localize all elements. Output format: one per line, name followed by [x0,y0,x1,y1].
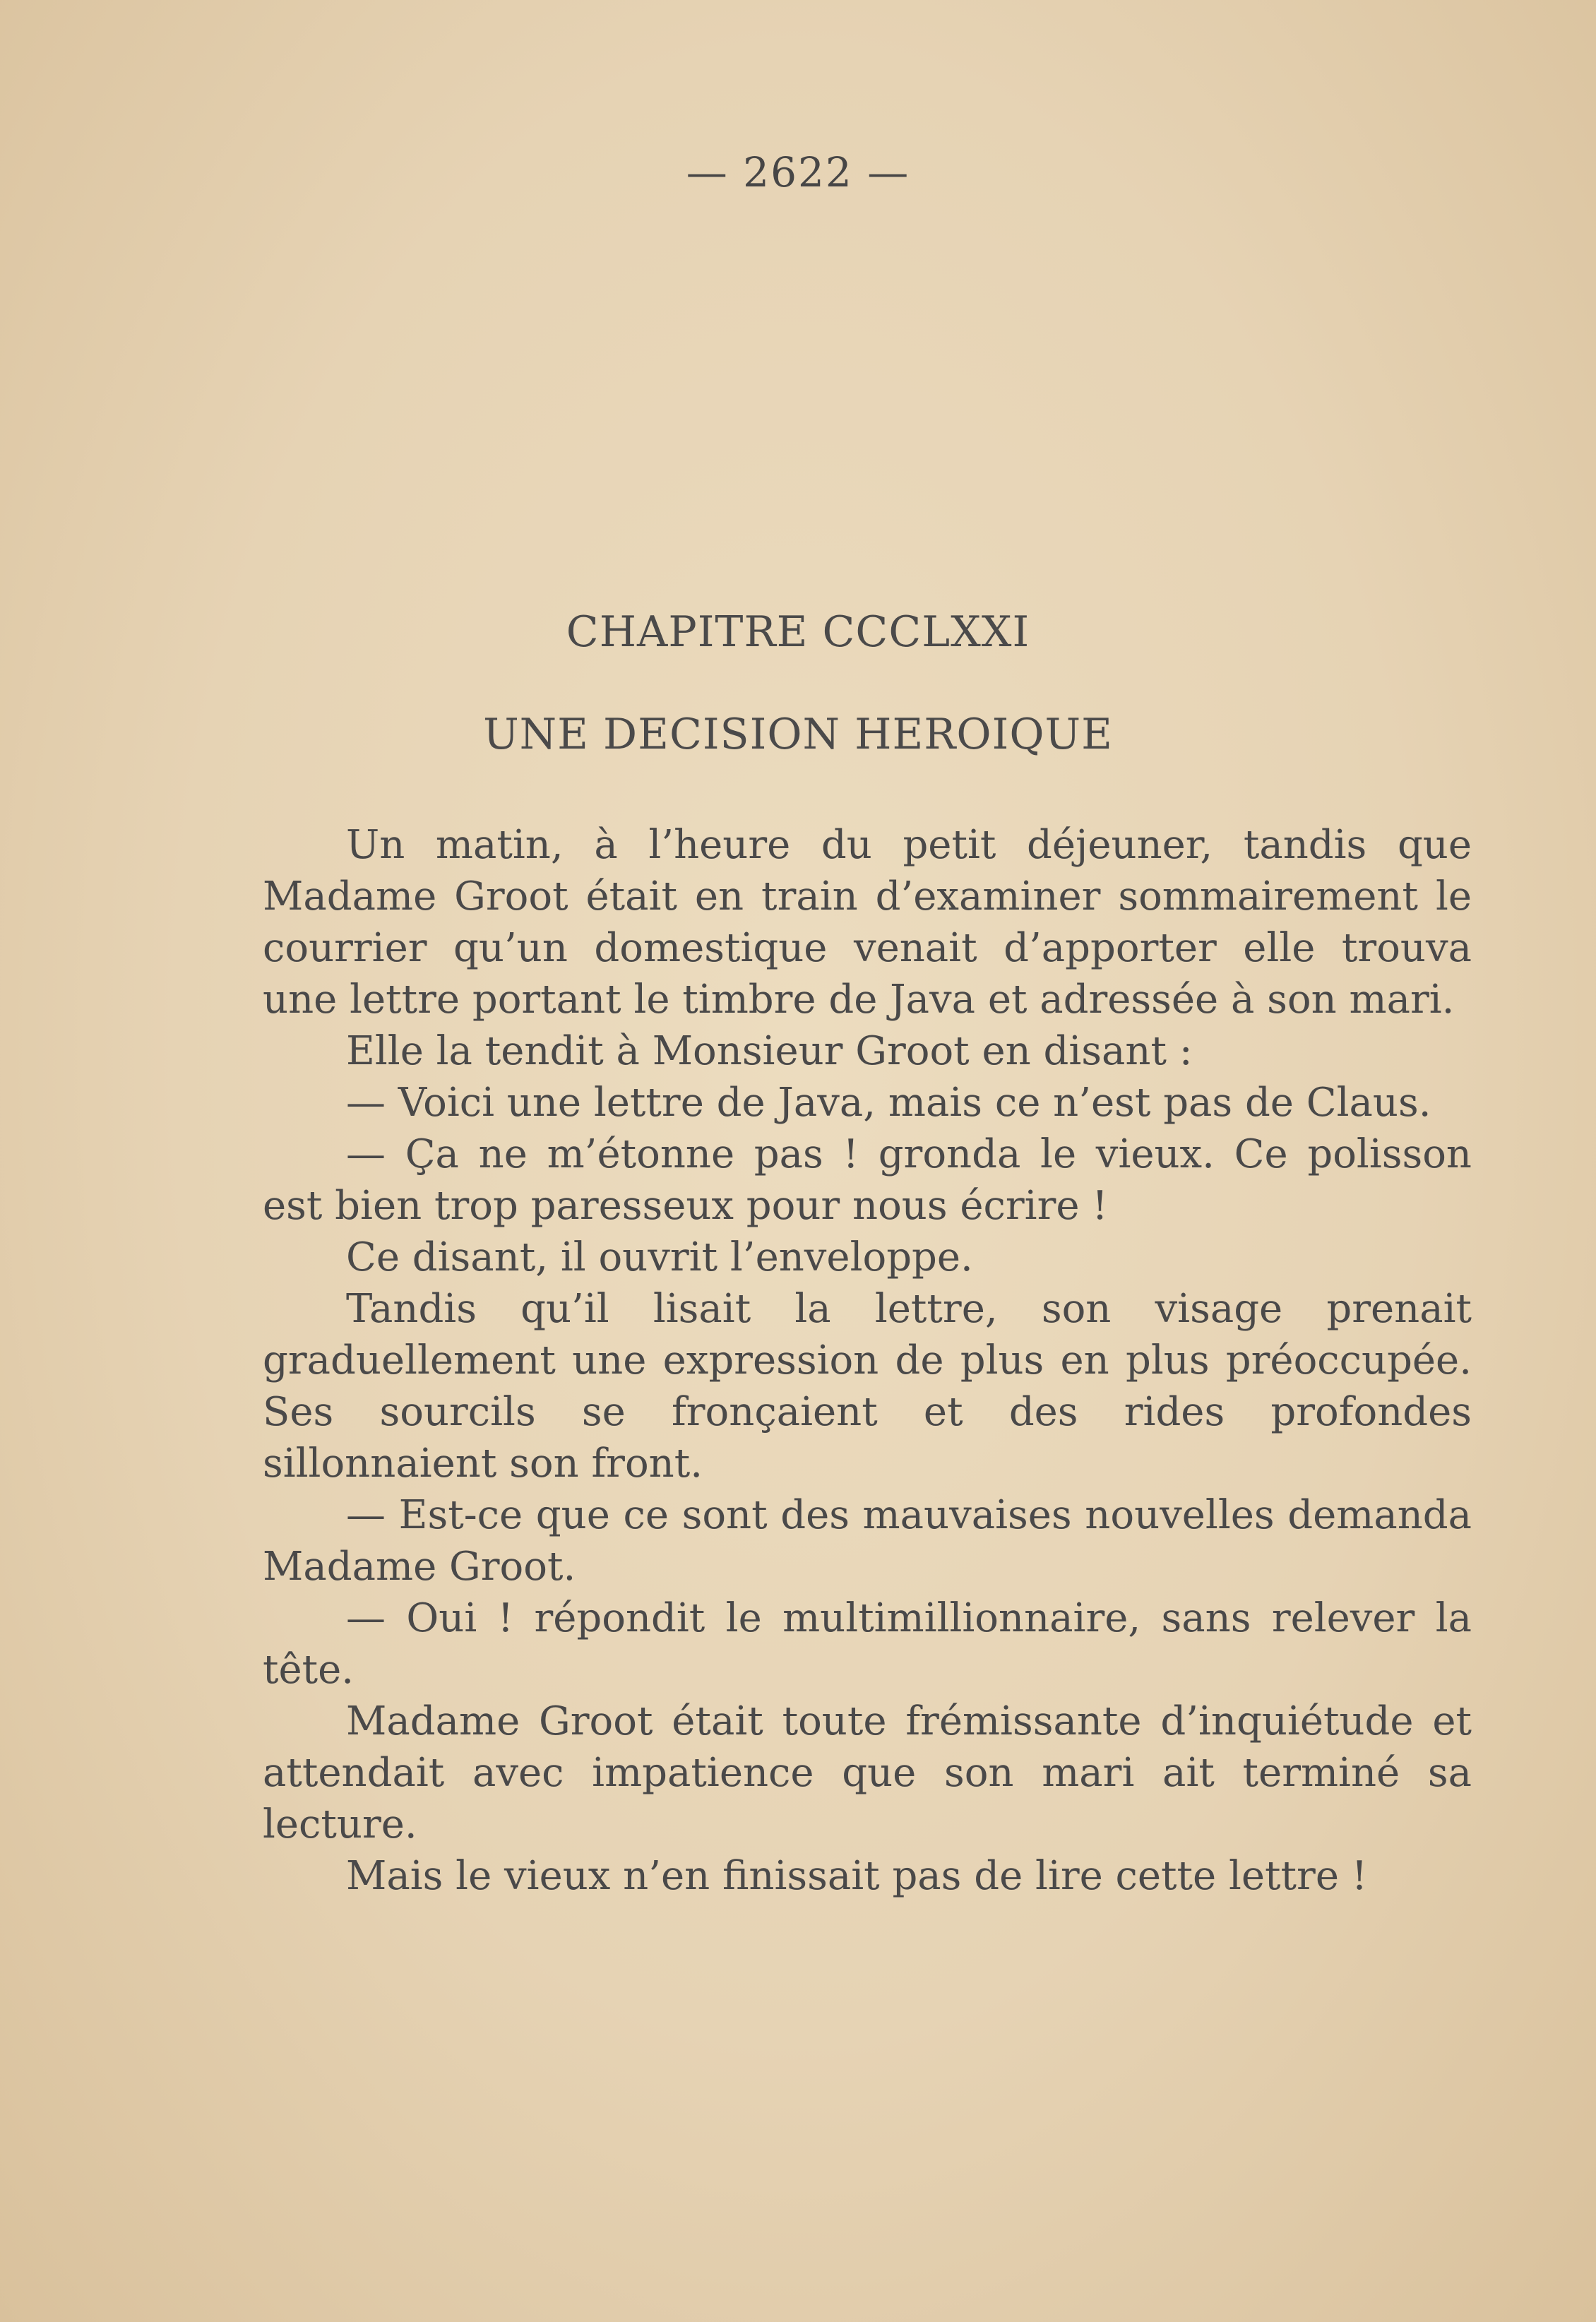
paragraph: Mais le vieux n’en finissait pas de lire cette lettre ! [346,1853,1368,1899]
paragraph: — Est-ce que ce sont des mauvaises nouvelles demanda Madame Groot. [263,1492,1472,1590]
chapter-title: CHAPITRE CCCLXXI [566,607,1030,657]
paragraph: Un matin, à l’heure du petit déjeuner, tandis que Madame Groot était en train d’examiner sommairement le courrier qu’un domestique venait d’apporter elle trouva une lettre portant le timbre de Java et adressée à son mari. [263,822,1472,1023]
paragraph: — Ça ne m’étonne pas ! gronda le vieux. Ce polisson est bien trop paresseux pour nous écrire ! [263,1131,1472,1229]
paragraph: Madame Groot était toute frémissante d’inquiétude et attendait avec impatience que son mari ait terminé sa lecture. [263,1698,1472,1847]
paragraph: Tandis qu’il lisait la lettre, son visage prenait graduellement une expression de plus en plus préoccupée. Ses sourcils se fronçaient et des rides profondes sillonnaient son front. [263,1286,1472,1487]
paragraph: — Voici une lettre de Java, mais ce n’est pas de Claus. [346,1080,1431,1126]
body-text [263,819,1472,1902]
page-number: — 2622 — [686,148,910,196]
paragraph: Ce disant, il ouvrit l’enveloppe. [346,1234,973,1280]
chapter-subtitle: UNE DECISION HEROIQUE [483,710,1113,759]
paragraph: Elle la tendit à Monsieur Groot en disant : [346,1028,1193,1074]
paragraph: — Oui ! répondit le multimillionnaire, sans relever la tête. [263,1595,1472,1693]
